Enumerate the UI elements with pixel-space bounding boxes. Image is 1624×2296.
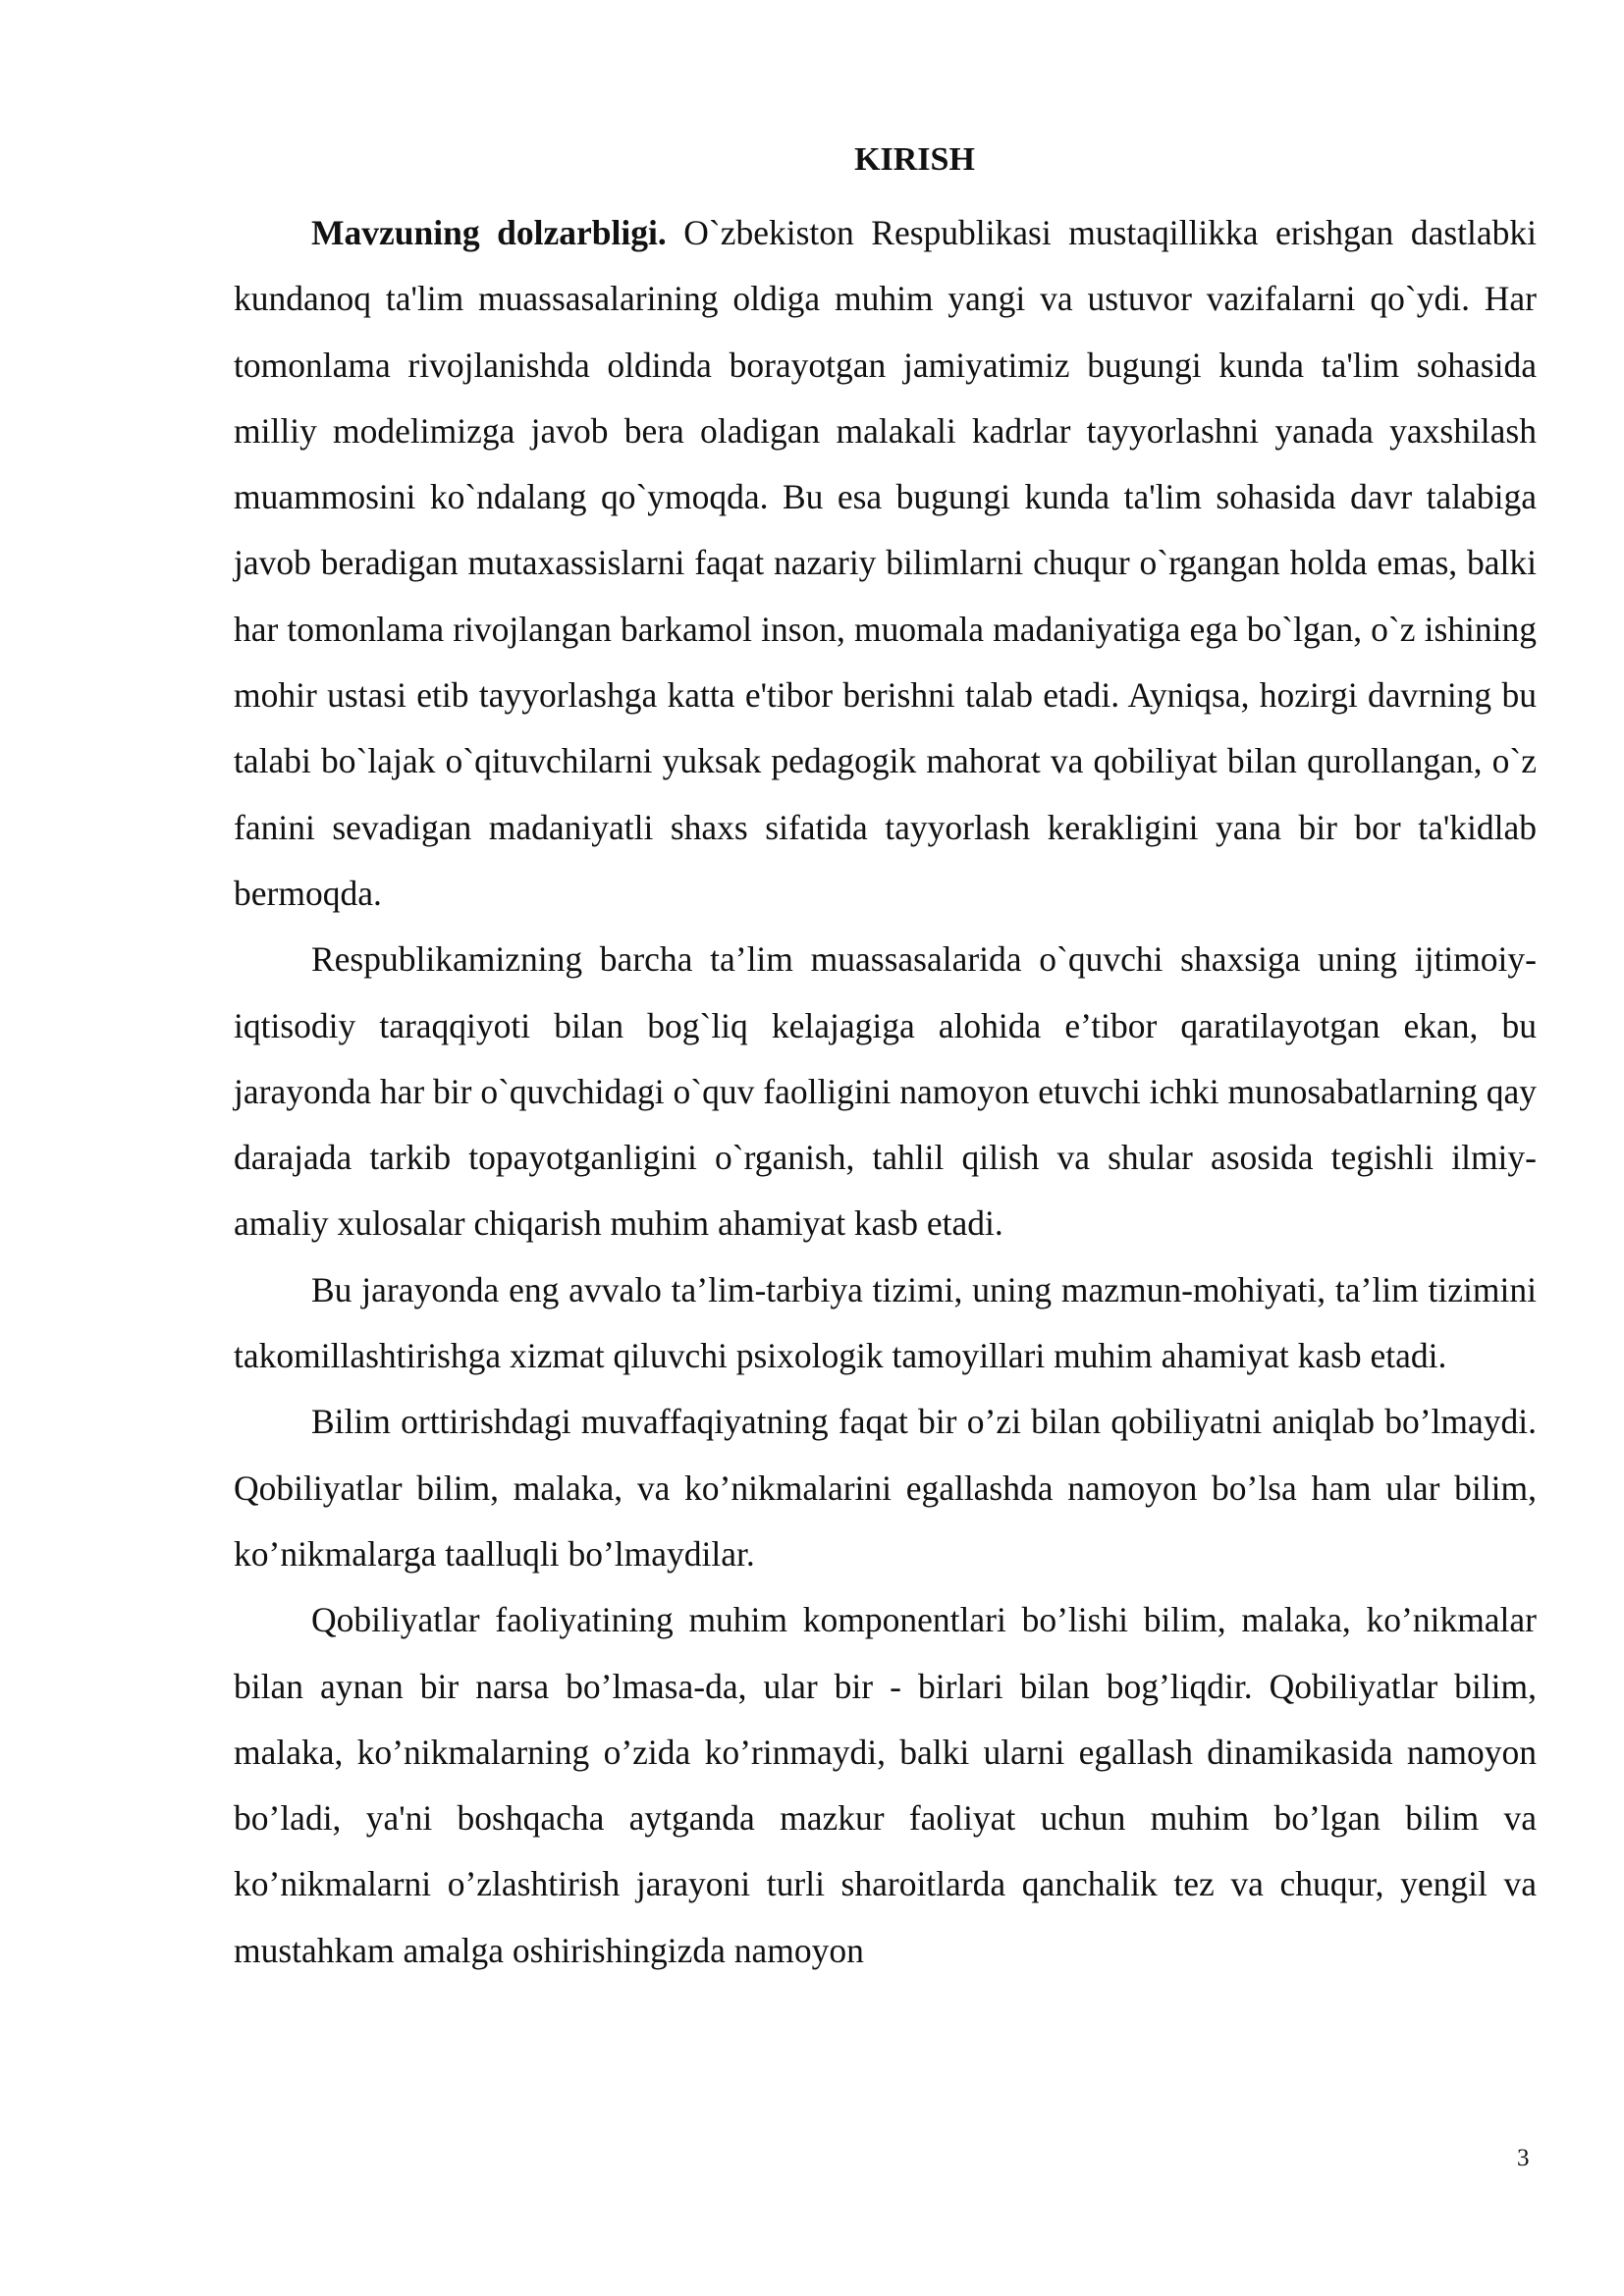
section-heading: KIRISH: [854, 141, 975, 178]
paragraph-text: Respublikamizning barcha ta’lim muassasalarida o`quvchi shaxsiga uning ijtimoiy-iqtisodiy taraqqiyoti bilan bog`liq kelajagiga alohida e’tibor qaratilayotgan ekan, bu jarayonda har bir o`quvchidagi o`quv faolligini namoyon etuvchi ichki munosabatlarning qay darajada tarkib topayotganligini o`rganish, tahlil qilish va shular asosida tegishli ilmiy-amaliy xulosalar chiqarish muhim ahamiyat kasb etadi.: [234, 939, 1537, 1244]
paragraph-text: Qobiliyatlar faoliyatining muhim komponentlari bo’lishi bilim, malaka, ko’nikmalar bilan aynan bir narsa bo’lmasa-da, ular bir - birlari bilan bog’liqdir. Qobiliyatlar bilim, malaka, ko’nikmalarning o’zida ko’rinmaydi, balki ularni egallash dinamikasida namoyon bo’ladi, ya'ni boshqacha aytganda mazkur faoliyat uchun muhim bo’lgan bilim va ko’nikmalarni o’zlashtirish jarayoni turli sharoitlarda qanchalik tez va chuqur, yengil va mustahkam amalga oshirishingizda namoyon: [234, 1600, 1537, 1970]
paragraph-text: Bu jarayonda eng avvalo ta’lim-tarbiya tizimi, uning mazmun-mohiyati, ta’lim tizimini takomillashtirishga xizmat qiluvchi psixologik tamoyillari muhim ahamiyat kasb etadi.: [234, 1269, 1537, 1376]
page-number: 3: [1517, 2145, 1530, 2171]
paragraph-lead-bold: Mavzuning dolzarbligi.: [311, 213, 667, 252]
paragraph-text: Bilim orttirishdagi muvaffaqiyatning faqat bir o’zi bilan qobiliyatni aniqlab bo’lmaydi. Qobiliyatlar bilim, malaka, va ko’nikmalarini egallashda namoyon bo’lsa ham ular bilim, ko’nikmalarga taalluqli bo’lmaydilar.: [234, 1402, 1537, 1574]
paragraph-relevance: [234, 200, 1537, 927]
page-content: [234, 130, 1537, 1984]
paragraph-text: O`zbekiston Respublikasi mustaqillikka erishgan dastlabki kundanoq ta'lim muassasalarining oldiga muhim yangi va ustuvor vazifalarni qo`ydi. Har tomonlama rivojlanishda oldinda borayotgan jamiyatimiz bugungi kunda ta'lim sohasida milliy modelimizga javob bera oladigan malakali kadrlar tayyorlashni yanada yaxshilash muammosini ko`ndalang qo`ymoqda. Bu esa bugungi kunda ta'lim sohasida davr talabiga javob beradigan mutaxassislarni faqat nazariy bilimlarni chuqur o`rgangan holda emas, balki har tomonlama rivojlangan barkamol inson, muomala madaniyatiga ega bo`lgan, o`z ishining mohir ustasi etib tayyorlashga katta e'tibor berishni talab etadi. Ayniqsa, hozirgi davrning bu talabi bo`lajak o`qituvchilarni yuksak pedagogik mahorat va qobiliyat bilan qurollangan, o`z fanini sevadigan madaniyatli shaxs sifatida tayyorlash kerakligini yana bir bor ta'kidlab bermoqda.: [234, 213, 1537, 913]
